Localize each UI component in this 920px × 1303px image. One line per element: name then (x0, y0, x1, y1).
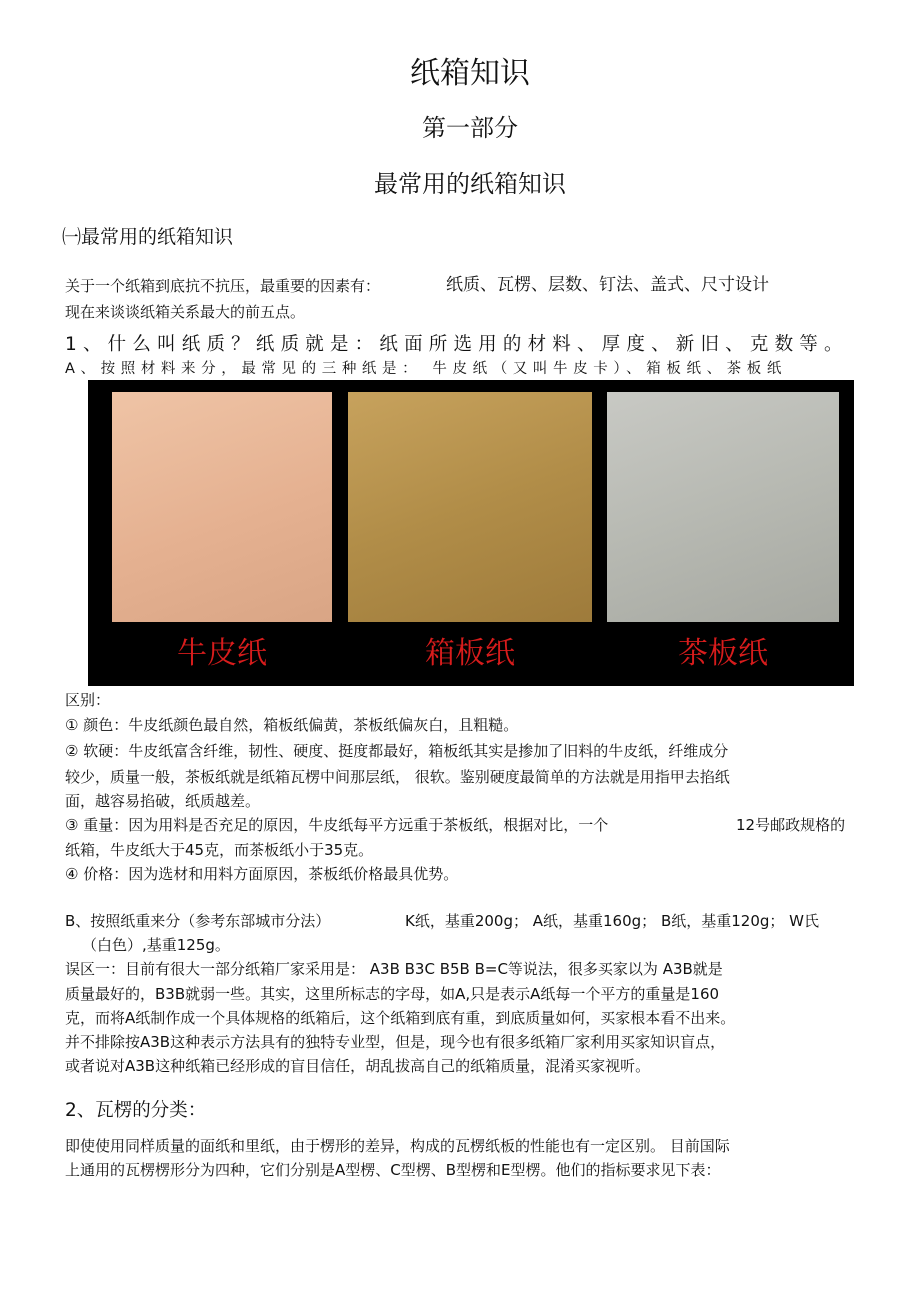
boxboard-paper-label: 箱板纸 (425, 636, 515, 671)
weight-classification-values: K纸，基重200g； A纸，基重160g； B纸，基重120g； W氏 (405, 912, 819, 930)
difference-weight-line-2: 纸箱，牛皮纸大于45克，而茶板纸小于35克。 (65, 841, 374, 859)
flute-paragraph-line-2: 上通用的瓦楞楞形分为四种，它们分别是A型楞、C型楞、B型楞和E型楞。他们的指标要求见下表： (65, 1161, 721, 1179)
flute-classification-heading: 2、瓦楞的分类： (65, 1100, 207, 1121)
misconception-line-4: 并不排除按A3B这种表示方法具有的独特专业型，但是，现今也有很多纸箱厂家利用买家知识盲点， (65, 1033, 726, 1051)
misconception-line-2: 质量最好的，B3B就弱一些。其实，这里所标志的字母，如A,只是表示A纸每一个平方的重量是160 (65, 985, 720, 1003)
difference-weight-line-1-end: 12号邮政规格的 (736, 816, 846, 834)
document-title: 纸箱知识 (410, 56, 530, 91)
difference-hardness-line-3: 面，越容易掐破，纸质越差。 (65, 792, 261, 810)
part-heading: 第一部分 (422, 114, 518, 142)
question-paper-quality: 1、什么叫纸质？纸质就是：纸面所选用的材料、厚度、新旧、克数等。 (65, 334, 849, 355)
boxboard-paper-swatch (348, 392, 592, 622)
weight-classification-line-2: （白色）,基重125g。 (82, 936, 230, 954)
misconception-line-5: 或者说对A3B这种纸箱已经形成的盲目信任，胡乱拔高自己的纸箱质量，混淆买家视听。 (65, 1057, 651, 1075)
misconception-line-1: 误区一：目前有很大一部分纸箱厂家采用是： A3B B3C B5B B=C等说法，很多买家以为 A3B就是 (65, 960, 723, 978)
difference-weight-line-1: ③ 重量：因为用料是否充足的原因，牛皮纸每平方远重于茶板纸，根据对比，一个 (65, 816, 609, 834)
intro-factors-list: 纸质、瓦楞、层数、钉法、盖式、尺寸设计 (446, 275, 769, 295)
misconception-line-3: 克，而将A纸制作成一个具体规格的纸箱后，这个纸箱到底有重，到底质量如何，买家根本看不出来。 (65, 1009, 736, 1027)
intro-factors-label: 关于一个纸箱到底抗不抗压，最重要的因素有： (65, 277, 381, 295)
paper-samples-photo (88, 380, 854, 686)
kraft-paper-swatch (112, 392, 332, 622)
difference-price: ④ 价格：因为选材和用料方面原因，茶板纸价格最具优势。 (65, 865, 459, 883)
document-subtitle: 最常用的纸箱知识 (374, 170, 566, 198)
difference-color: ① 颜色：牛皮纸颜色最自然，箱板纸偏黄，茶板纸偏灰白，且粗糙。 (65, 716, 519, 734)
flute-paragraph-line-1: 即使使用同样质量的面纸和里纸，由于楞形的差异，构成的瓦楞纸板的性能也有一定区别。 目前国际 (65, 1137, 730, 1155)
difference-label: 区别： (65, 691, 111, 709)
difference-hardness-line-2: 较少，质量一般，茶板纸就是纸箱瓦楞中间那层纸， 很软。鉴别硬度最简单的方法就是用指甲去掐纸 (65, 768, 730, 786)
weight-classification: B、按照纸重来分（参考东部城市分法） (65, 912, 331, 930)
paper-material-types: A、按照材料来分，最常见的三种纸是： 牛皮纸（又叫牛皮卡）、箱板纸、茶板纸 (65, 361, 787, 377)
teaboard-paper-label: 茶板纸 (678, 636, 768, 671)
intro-line-2: 现在来谈谈纸箱关系最大的前五点。 (65, 303, 306, 321)
section-heading: ㈠最常用的纸箱知识 (62, 226, 234, 248)
kraft-paper-label: 牛皮纸 (177, 636, 267, 671)
difference-hardness-line-1: ② 软硬：牛皮纸富含纤维，韧性、硬度、挺度都最好，箱板纸其实是掺加了旧料的牛皮纸，纤维成分 (65, 742, 729, 760)
teaboard-paper-swatch (607, 392, 839, 622)
